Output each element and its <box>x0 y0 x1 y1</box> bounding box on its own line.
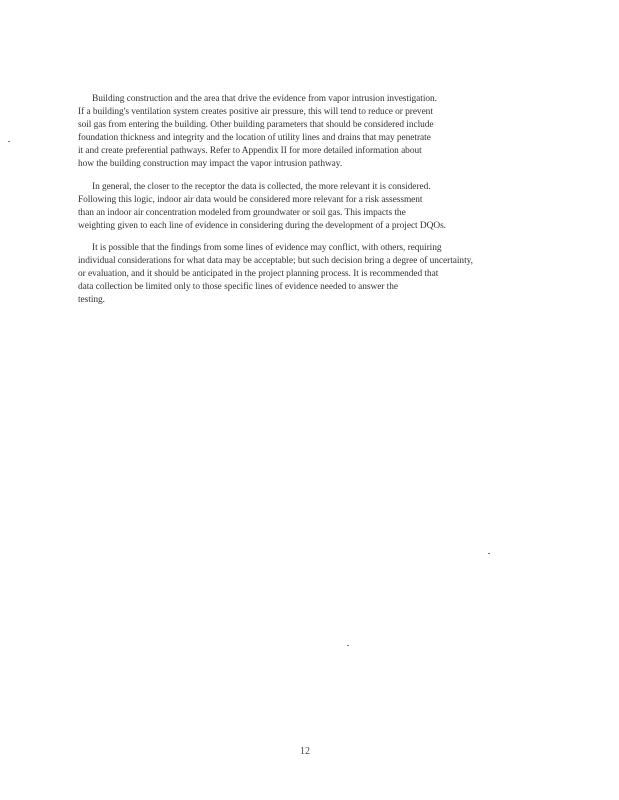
text-line: it and create preferential pathways. Refer to Appendix II for more detailed information about <box>78 146 422 157</box>
text-line: data collection be limited only to those specific lines of evidence needed to answer the <box>78 282 398 293</box>
paragraph-building-construction <box>78 93 524 172</box>
text-line: than an indoor air concentration modeled from groundwater or soil gas. This impacts the <box>78 207 406 218</box>
text-line: It is possible that the findings from some lines of evidence may conflict, with others, requiring <box>92 242 442 253</box>
text-line: If a building's ventilation system creates positive air pressure, this will tend to reduce or prevent <box>78 107 433 118</box>
scan-artifact <box>488 553 490 554</box>
text-line: soil gas from entering the building. Other building parameters that should be considered include <box>78 120 434 131</box>
text-line: In general, the closer to the receptor the data is collected, the more relevant it is considered. <box>92 181 431 192</box>
scan-artifact <box>347 645 349 646</box>
text-line: Following this logic, indoor air data would be considered more relevant for a risk assessment <box>78 194 423 205</box>
paragraph-data-relevance <box>78 181 524 233</box>
text-line: foundation thickness and integrity and the location of utility lines and drains that may penetrate <box>78 133 431 144</box>
text-line: how the building construction may impact the vapor intrusion pathway. <box>78 159 343 170</box>
text-line: testing. <box>78 295 105 306</box>
scan-artifact <box>8 141 10 142</box>
page-number: 12 <box>300 746 310 757</box>
text-line: individual considerations for what data may be acceptable; but such decision bring a degree of uncertainty, <box>78 256 473 267</box>
text-line: Building construction and the area that drive the evidence from vapor intrusion investigation. <box>92 94 437 104</box>
text-line: or evaluation, and it should be anticipated in the project planning process. It is recommended that <box>78 269 439 280</box>
body-text <box>78 93 524 316</box>
paragraph-conflicting-evidence <box>78 242 524 307</box>
text-line: weighting given to each line of evidence in considering during the development of a project DQOs. <box>78 220 446 231</box>
